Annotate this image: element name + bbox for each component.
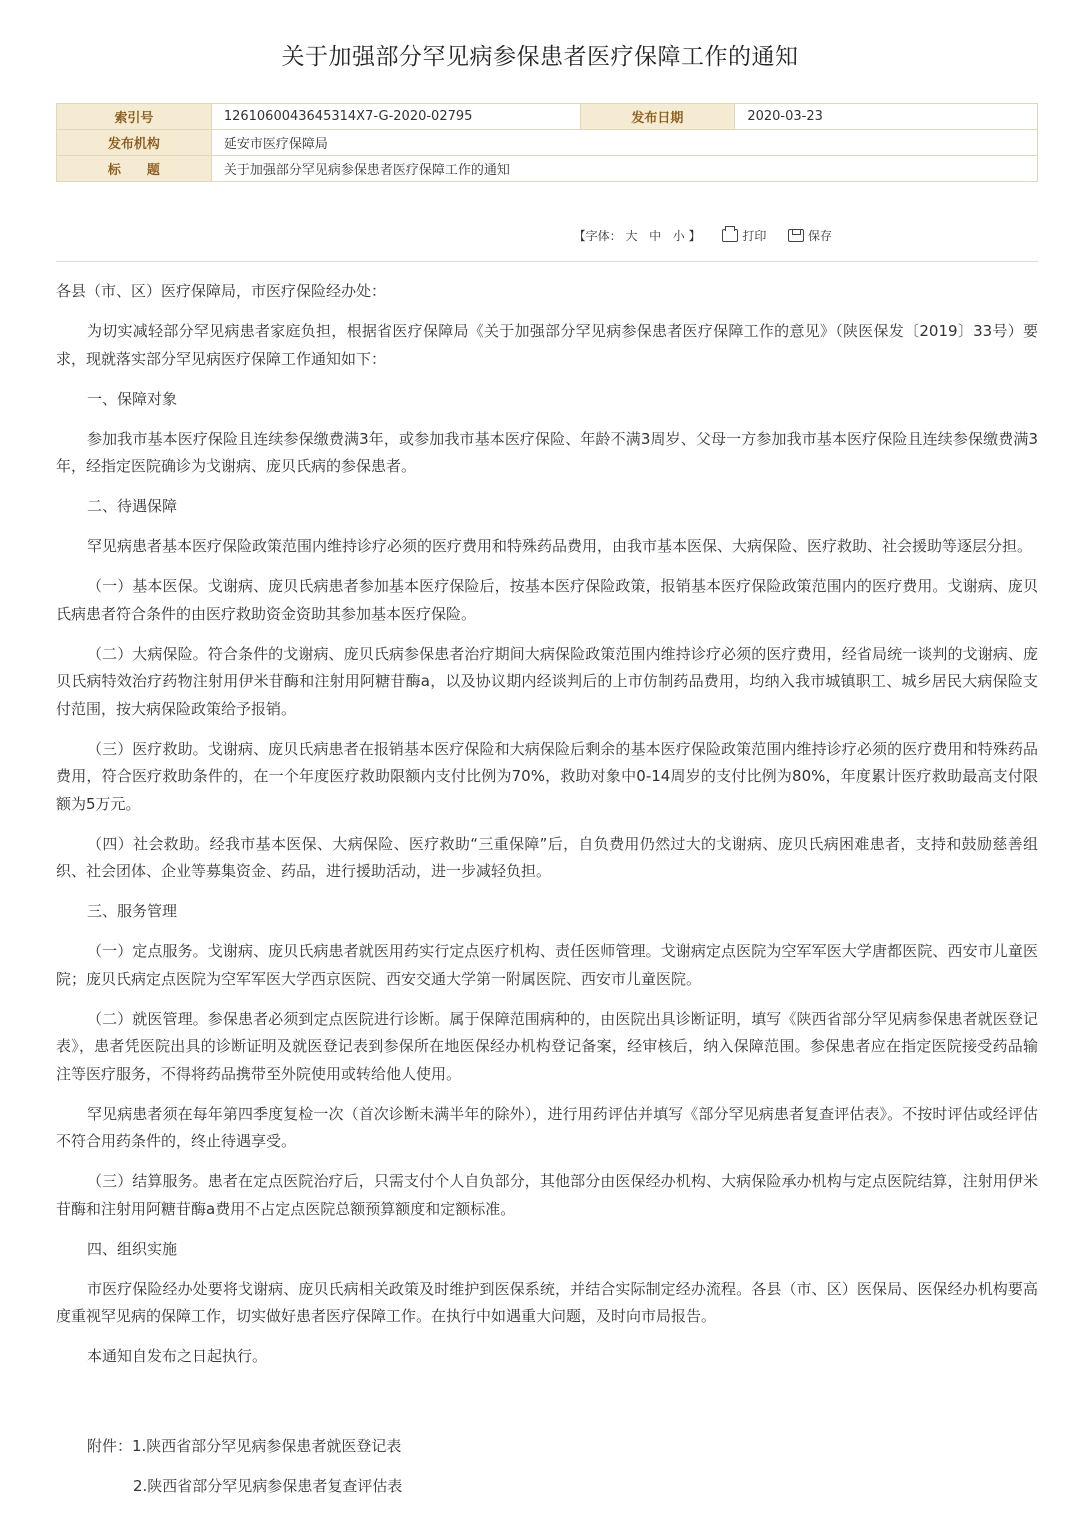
page-title: 关于加强部分罕见病参保患者医疗保障工作的通知 xyxy=(281,44,799,70)
print-icon xyxy=(722,229,738,242)
font-size-prefix: 【字体： xyxy=(573,229,622,243)
section-3-item-2b: 罕见病患者须在每年第四季度复检一次（首次诊断未满半年的除外），进行用药评估并填写《部分罕见病患者复查评估表》。不按时评估或经评估不符合用药条件的，终止待遇享受。 xyxy=(56,1104,1038,1150)
attachment-2-link[interactable]: 2.陕西省部分罕见病参保患者复查评估表 xyxy=(133,1477,403,1495)
metadata-table xyxy=(56,103,1038,182)
section-3-item-2: （二）就医管理。参保患者必须到定点医院进行诊断。属于保障范围病种的，由医院出具诊断证明，填写《陕西省部分罕见病参保患者就医登记表》，患者凭医院出具的诊断证明及就医登记表到参保所在地医保经办机构登记备案，经审核后，纳入保障范围。参保患者应在指定医院接受药品输注等医疗服务，不得将药品携带至外院使用或转给他人使用。 xyxy=(56,1009,1038,1083)
divider xyxy=(56,261,1038,262)
font-medium-link[interactable]: 中 xyxy=(649,229,662,243)
section-1-text: 参加我市基本医疗保险且连续参保缴费满3年，或参加我市基本医疗保险、年龄不满3周岁、父母一方参加我市基本医疗保险且连续参保缴费满3年，经指定医院确诊为戈谢病、庞贝氏病的参保患者。 xyxy=(56,429,1038,475)
metadata-row-org xyxy=(57,130,1038,156)
section-2-item-2: （二）大病保险。符合条件的戈谢病、庞贝氏病参保患者治疗期间大病保险政策范围内维持诊疗必须的医疗费用，经省局统一谈判的戈谢病、庞贝氏病特效治疗药物注射用伊米苷酶和注射用阿糖苷酶a，以及协议期内经谈判后的上市仿制药品费用，均纳入我市城镇职工、城乡居民大病保险支付范围，按大病保险政策给予报销。 xyxy=(56,644,1038,718)
date-value: 2020-03-23 xyxy=(735,104,1038,130)
section-2-item-4: （四）社会救助。经我市基本医保、大病保险、医疗救助“三重保障”后，自负费用仍然过大的戈谢病、庞贝氏病困难患者，支持和鼓励慈善组织、社会团体、企业等募集资金、药品，进行援助活动，进一步减轻负担。 xyxy=(56,834,1038,880)
section-2-heading: 二、待遇保障 xyxy=(87,497,178,515)
toolbar xyxy=(574,227,832,244)
section-3-heading: 三、服务管理 xyxy=(87,902,178,920)
print-label: 打印 xyxy=(742,229,767,243)
section-1-heading: 一、保障对象 xyxy=(87,389,178,408)
attachment-1-link[interactable]: 附件：1.陕西省部分罕见病参保患者就医登记表 xyxy=(87,1437,402,1455)
section-3-item-1: （一）定点服务。戈谢病、庞贝氏病患者就医用药实行定点医疗机构、责任医师管理。戈谢病定点医院为空军军医大学唐都医院、西安市儿童医院；庞贝氏病定点医院为空军军医大学西京医院、西安交通大学第一附属医院、西安市儿童医院。 xyxy=(56,942,1038,988)
save-label: 保存 xyxy=(807,229,832,243)
index-label: 索引号 xyxy=(57,104,212,130)
index-value: 1261060043645314X7-G-2020-02795 xyxy=(211,104,580,130)
salutation: 各县（市、区）医疗保障局，市医疗保险经办处： xyxy=(56,282,387,300)
section-2-item-1: （一）基本医保。戈谢病、庞贝氏病患者参加基本医疗保险后，按基本医疗保险政策，报销基本医疗保险政策范围内的医疗费用。戈谢病、庞贝氏病患者符合条件的由医疗救助资金资助其参加基本医疗保险。 xyxy=(56,577,1038,623)
font-small-link[interactable]: 小 xyxy=(672,229,685,243)
section-4-heading: 四、组织实施 xyxy=(87,1239,178,1258)
metadata-row-index xyxy=(57,104,1038,130)
section-2-text: 罕见病患者基本医疗保险政策范围内维持诊疗必须的医疗费用和特殊药品费用，由我市基本医保、大病保险、医疗救助、社会援助等逐层分担。 xyxy=(87,537,1033,555)
subject-label: 标 题 xyxy=(57,156,212,182)
section-3-item-3: （三）结算服务。患者在定点医院治疗后，只需支付个人自负部分，其他部分由医保经办机构、大病保险承办机构与定点医院结算，注射用伊米苷酶和注射用阿糖苷酶a费用不占定点医院总额预算额度和定额标准。 xyxy=(56,1172,1038,1218)
save-button[interactable] xyxy=(788,227,832,244)
closing-text: 本通知自发布之日起执行。 xyxy=(87,1347,268,1365)
org-value: 延安市医疗保障局 xyxy=(211,130,1037,156)
metadata-row-subject xyxy=(57,156,1038,182)
intro-paragraph: 为切实减轻部分罕见病患者家庭负担，根据省医疗保障局《关于加强部分罕见病参保患者医疗保障工作的意见》（陕医保发〔2019〕33号）要求，现就落实部分罕见病医疗保障工作通知如下： xyxy=(56,322,1038,368)
section-2-item-3: （三）医疗救助。戈谢病、庞贝氏病患者在报销基本医疗保险和大病保险后剩余的基本医疗保险政策范围内维持诊疗必须的医疗费用和特殊药品费用，符合医疗救助条件的，在一个年度医疗救助限额内支付比例为70%，救助对象中0-14周岁的支付比例为80%，年度累计医疗救助最高支付限额为5万元。 xyxy=(56,739,1038,813)
font-large-link[interactable]: 大 xyxy=(625,229,638,243)
org-label: 发布机构 xyxy=(57,130,212,156)
subject-value: 关于加强部分罕见病参保患者医疗保障工作的通知 xyxy=(211,156,1037,182)
save-icon xyxy=(788,229,804,242)
document-body xyxy=(56,278,1038,1513)
date-label: 发布日期 xyxy=(580,104,735,130)
print-button[interactable] xyxy=(722,227,766,244)
font-size-suffix: 】 xyxy=(688,229,701,243)
section-4-text: 市医疗保险经办处要将戈谢病、庞贝氏病相关政策及时维护到医保系统，并结合实际制定经办流程。各县（市、区）医保局、医保经办机构要高度重视罕见病的保障工作，切实做好患者医疗保障工作。在执行中如遇重大问题，及时向市局报告。 xyxy=(56,1279,1038,1325)
